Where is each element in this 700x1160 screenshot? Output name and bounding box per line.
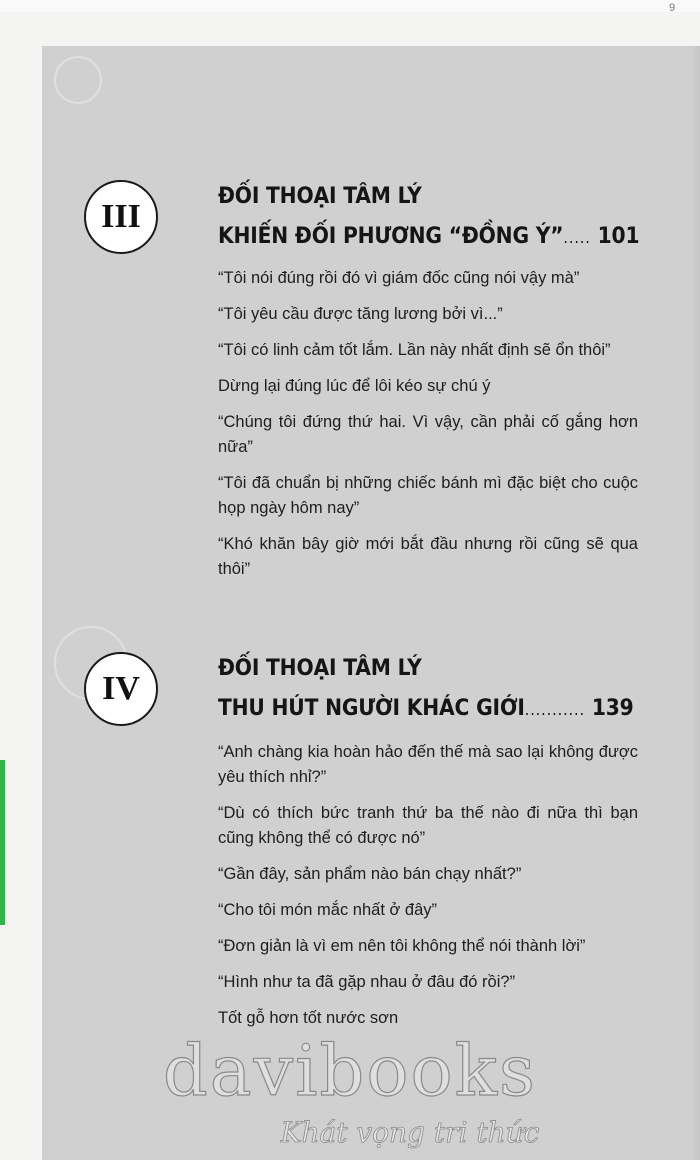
chapter-title-text: THU HÚT NGƯỜI KHÁC GIỚI — [218, 695, 525, 721]
chapter-title-line-2 — [218, 216, 640, 258]
chapter-title-line-2 — [218, 688, 632, 730]
toc-entry[interactable]: “Cho tôi món mắc nhất ở đây” — [218, 901, 437, 919]
entry-list — [218, 740, 638, 1031]
chapter-title[interactable] — [218, 648, 632, 730]
cover-edge-strip — [0, 760, 5, 925]
toc-entry[interactable]: “Hình như ta đã gặp nhau ở đâu đó rồi?” — [218, 973, 516, 991]
entry-list — [218, 266, 638, 582]
chapter-page-number: 139 — [591, 695, 634, 721]
chapter-title-line-1: ĐỐI THOẠI TÂM LÝ — [218, 183, 422, 209]
chapter-page-number: 101 — [597, 223, 640, 249]
page-top-edge — [0, 0, 700, 12]
leader-dots: ........... — [524, 700, 585, 719]
toc-entry[interactable]: Dừng lại đúng lúc để lôi kéo sự chú ý — [218, 377, 491, 395]
chapter-title-text: KHIẾN ĐỐI PHƯƠNG “ĐỒNG Ý” — [218, 223, 564, 249]
bleed-through-circle — [54, 56, 102, 104]
chapter-numeral-badge: III — [84, 180, 158, 254]
toc-entry[interactable]: “Anh chàng kia hoàn hảo đến thế mà sao lại không được yêu thích nhỉ?” — [218, 743, 638, 786]
chapter-title[interactable] — [218, 176, 640, 258]
chapter-numeral-badge: IV — [84, 652, 158, 726]
toc-entry[interactable]: “Đơn giản là vì em nên tôi không thể nói thành lời” — [218, 937, 586, 955]
toc-entry[interactable]: “Tôi có linh cảm tốt lắm. Lần này nhất định sẽ ổn thôi” — [218, 341, 611, 359]
chapter-title-line-1: ĐỐI THOẠI TÂM LÝ — [218, 655, 422, 681]
panel-shadow — [692, 46, 700, 1160]
toc-entry[interactable]: “Tôi nói đúng rồi đó vì giám đốc cũng nói vậy mà” — [218, 269, 580, 287]
toc-entry[interactable]: Tốt gỗ hơn tốt nước sơn — [218, 1009, 399, 1027]
page-number: 9 — [669, 2, 676, 14]
toc-entry[interactable]: “Khó khăn bây giờ mới bắt đầu nhưng rồi cũng sẽ qua thôi” — [218, 535, 638, 578]
watermark-tagline: Khát vọng tri thức — [280, 1116, 540, 1149]
toc-entry[interactable]: “Gần đây, sản phẩm nào bán chạy nhất?” — [218, 865, 522, 883]
toc-entry[interactable]: “Chúng tôi đứng thứ hai. Vì vậy, cần phải cố gắng hơn nữa” — [218, 413, 638, 456]
toc-entry[interactable]: “Tôi yêu cầu được tăng lương bởi vì...” — [218, 305, 503, 323]
toc-entry[interactable]: “Dù có thích bức tranh thứ ba thế nào đi nữa thì bạn cũng không thể có được nó” — [218, 804, 638, 847]
leader-dots: ..... — [563, 228, 591, 247]
toc-panel — [42, 46, 700, 1160]
toc-entry[interactable]: “Tôi đã chuẩn bị những chiếc bánh mì đặc biệt cho cuộc họp ngày hôm nay” — [218, 474, 638, 517]
watermark-logo: davibooks — [163, 1030, 537, 1112]
